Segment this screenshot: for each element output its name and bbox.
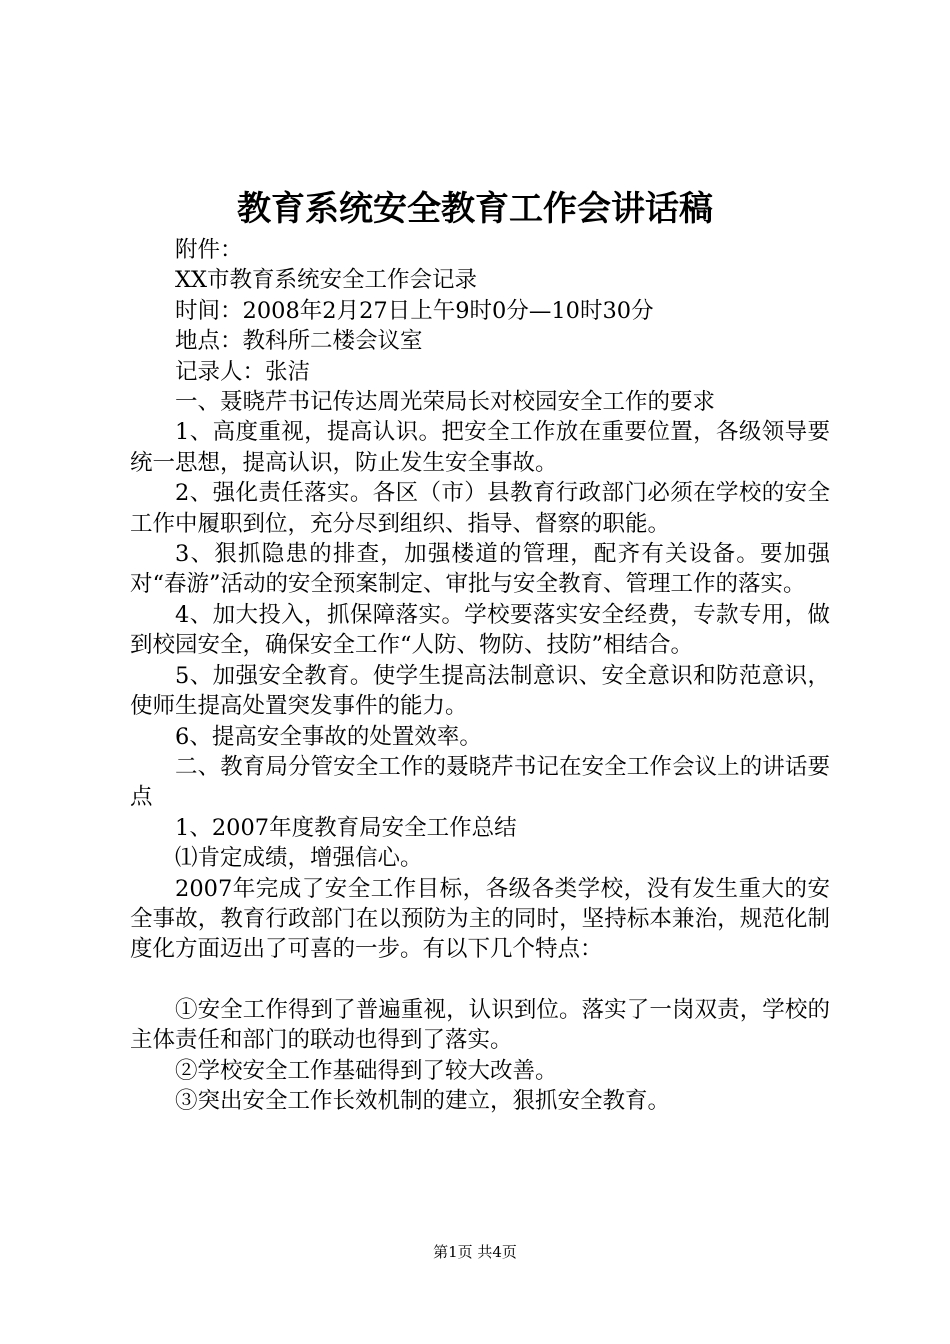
paragraph: 1、高度重视，提高认识。把安全工作放在重要位置，各级领导要统一思想，提高认识，防止发生安全事故。 — [130, 419, 830, 476]
paragraph: 5、加强安全教育。使学生提高法制意识、安全意识和防范意识，使师生提高处置突发事件的能力。 — [130, 662, 830, 720]
paragraph: 2007年完成了安全工作目标，各级各类学校，没有发生重大的安全事故，教育行政部门在以预防为主的同时，坚持标本兼治，规范化制度化方面迈出了可喜的一步。有以下几个特点： — [130, 875, 830, 963]
paragraph: ⑴肯定成绩，增强信心。 — [175, 845, 423, 872]
paragraph: 地点：教科所二楼会议室 — [175, 328, 423, 355]
paragraph: 3、狠抓隐患的排查，加强楼道的管理，配齐有关设备。要加强对“春游”活动的安全预案制定、审批与安全教育、管理工作的落实。 — [130, 541, 830, 598]
paragraph: 6、提高安全事故的处置效率。 — [175, 723, 482, 750]
paragraph: 4、加大投入，抓保障落实。学校要落实安全经费，专款专用，做到校园安全，确保安全工作“人防、物防、技防”相结合。 — [130, 601, 830, 659]
paragraph: XX市教育系统安全工作会记录 — [175, 267, 478, 294]
document-body — [130, 235, 830, 1116]
paragraph: 1、2007年度教育局安全工作总结 — [175, 814, 517, 841]
paragraph: ③突出安全工作长效机制的建立，狠抓安全教育。 — [175, 1087, 671, 1114]
paragraph: ②学校安全工作基础得到了较大改善。 — [175, 1057, 558, 1084]
document-title: 教育系统安全教育工作会讲话稿 — [237, 189, 713, 229]
paragraph: 记录人：张洁 — [175, 358, 311, 385]
paragraph: ①安全工作得到了普遍重视，认识到位。落实了一岗双责，学校的主体责任和部门的联动也得到了落实。 — [130, 996, 830, 1054]
paragraph: 附件： — [175, 237, 243, 263]
paragraph: 时间：2008年2月27日上午9时0分—10时30分 — [175, 297, 654, 324]
paragraph: 一、聂晓芹书记传达周光荣局长对校园安全工作的要求 — [175, 389, 716, 416]
page-footer: 第1页 共4页 — [433, 1243, 517, 1261]
paragraph: 二、教育局分管安全工作的聂晓芹书记在安全工作会议上的讲话要点 — [130, 753, 830, 811]
paragraph: 2、强化责任落实。各区（市）县教育行政部门必须在学校的安全工作中履职到位，充分尽到组织、指导、督察的职能。 — [130, 480, 830, 537]
